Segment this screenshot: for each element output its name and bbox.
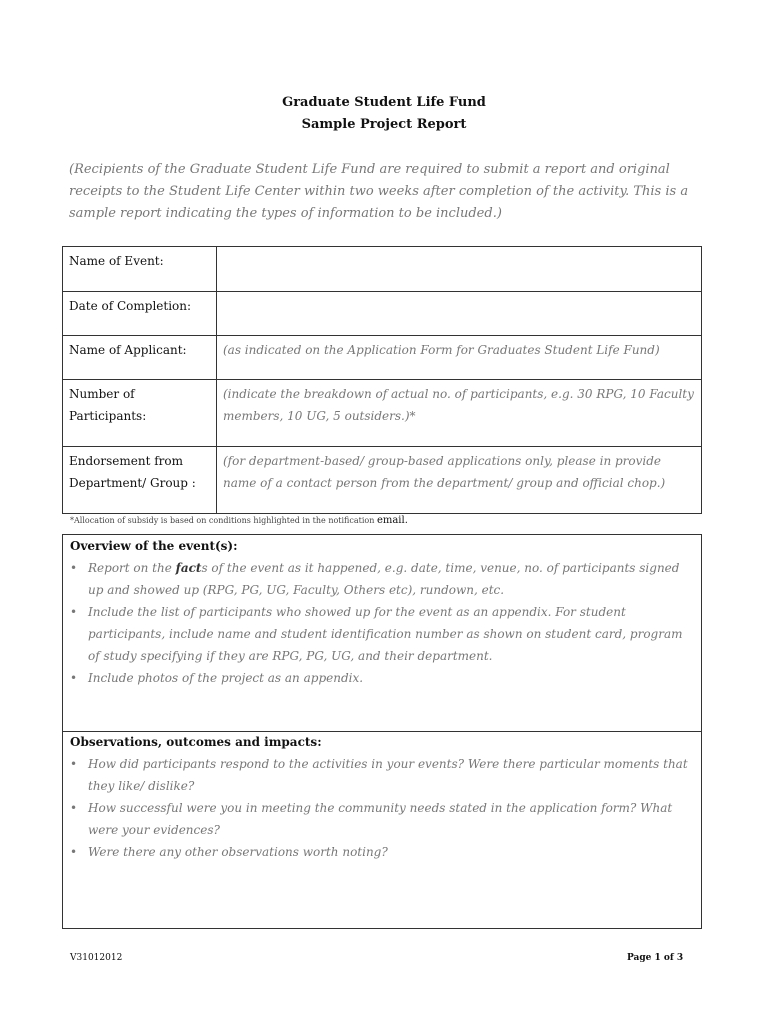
footnote [70, 515, 408, 526]
observations-item-3: Were there any other observations worth noting? [88, 845, 388, 859]
overview-section[interactable] [62, 534, 702, 732]
row-label-endorsement: Endorsement from Department/ Group : [63, 447, 217, 514]
observations-heading: Observations, outcomes and impacts: [70, 735, 322, 749]
table-row [63, 380, 702, 447]
overview-item-1-pre: Report on the [88, 561, 176, 575]
observations-item-2: How successful were you in meeting the community needs stated in the application form? What were your evidences? [88, 801, 673, 837]
table-row [63, 336, 702, 380]
overview-item-1-post: s of the event as it happened, e.g. date, time, venue, no. of participants signed up and showed up (RPG, PG, UG, Faculty, Others etc), rundown, etc. [88, 561, 680, 597]
row-value-applicant[interactable]: (as indicated on the Application Form for Graduates Student Life Fund) [217, 336, 702, 380]
row-label-participants: Number of Participants: [63, 380, 217, 447]
row-value-endorsement[interactable]: (for department-based/ group-based applications only, please in provide name of a contact person from the department/ group and official chop.) [217, 447, 702, 514]
observations-item-1: How did participants respond to the activities in your events? Were there particular moments that they like/ dislike? [88, 757, 688, 793]
row-label-event-name: Name of Event: [63, 247, 217, 292]
bullet-icon: • [70, 757, 78, 771]
bullet-icon: • [70, 801, 78, 815]
page-number: Page 1 of 3 [627, 953, 684, 963]
version-code: V31012012 [70, 953, 123, 963]
document-title: Graduate Student Life Fund [282, 95, 486, 110]
row-value-completion-date[interactable] [217, 292, 702, 336]
footnote-email: email. [376, 515, 408, 526]
overview-heading: Overview of the event(s): [70, 539, 238, 553]
document-subtitle: Sample Project Report [301, 117, 467, 132]
list-item [70, 797, 690, 841]
row-value-event-name[interactable] [217, 247, 702, 292]
list-item [70, 667, 690, 689]
overview-item-1-bold: fact [175, 561, 202, 575]
list-item [70, 753, 690, 797]
observations-list [70, 753, 690, 863]
row-label-completion-date: Date of Completion: [63, 292, 217, 336]
overview-item-2: Include the list of participants who showed up for the event as an appendix. For student participants, include name and student identification number as shown on student card, program of study specifying if they are RPG, PG, UG, and their department. [88, 605, 683, 663]
info-table [62, 246, 702, 514]
overview-list [70, 557, 690, 689]
intro-note: (Recipients of the Graduate Student Life Fund are required to submit a report and original receipts to the Student Life Center within two weeks after completion of the activity. This is a sample report indicating the types of information to be included.) [69, 162, 689, 221]
bullet-icon: • [70, 671, 78, 685]
footnote-text: *Allocation of subsidy is based on conditions highlighted in the notification [70, 516, 375, 525]
list-item [70, 601, 690, 667]
list-item [70, 557, 690, 601]
bullet-icon: • [70, 845, 78, 859]
row-label-applicant: Name of Applicant: [63, 336, 217, 380]
bullet-icon: • [70, 561, 78, 575]
row-value-participants[interactable]: (indicate the breakdown of actual no. of participants, e.g. 30 RPG, 10 Faculty members, 10 UG, 5 outsiders.)* [217, 380, 702, 447]
observations-section[interactable] [62, 731, 702, 929]
list-item [70, 841, 690, 863]
table-row [63, 247, 702, 292]
overview-item-3: Include photos of the project as an appendix. [88, 671, 364, 685]
bullet-icon: • [70, 605, 78, 619]
table-row [63, 447, 702, 514]
table-row [63, 292, 702, 336]
